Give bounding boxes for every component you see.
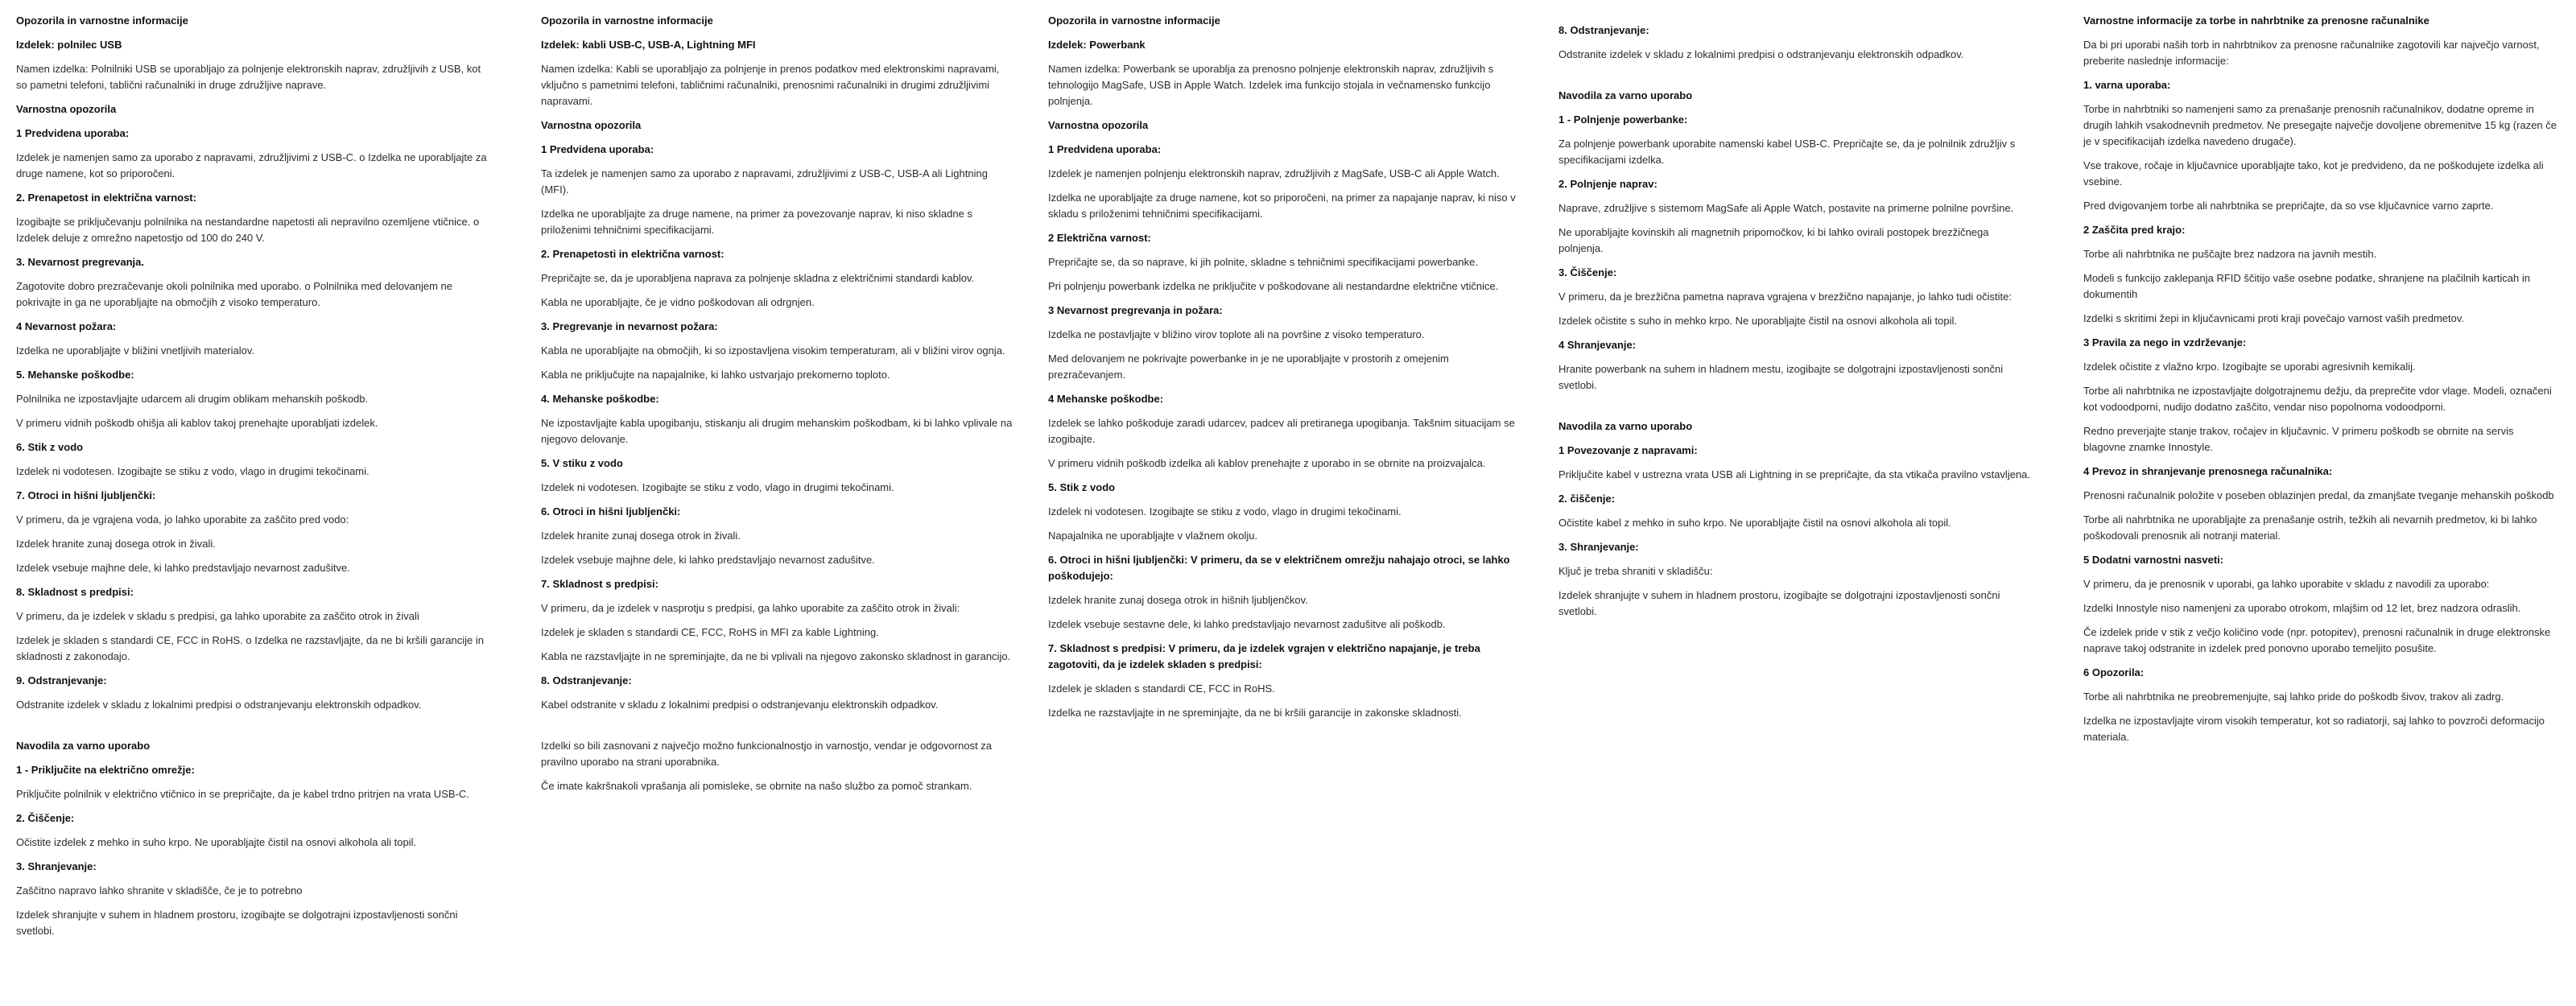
paragraph: Izdelek je skladen s standardi CE, FCC in RoHS.	[1048, 682, 1275, 695]
section-heading: 6. Otroci in hišni ljubljenčki:	[541, 505, 681, 517]
section-heading: 7. Otroci in hišni ljubljenčki:	[16, 489, 156, 501]
paragraph: Kabla ne uporabljajte na območjih, ki so izpostavljena visokim temperaturam, ali v bližini virov ognja.	[541, 344, 1005, 357]
paragraph: Če imate kakršnakoli vprašanja ali pomisleke, se obrnite na našo službo za pomoč strankam.	[541, 780, 972, 792]
section-heading: 2. Čiščenje:	[16, 812, 75, 824]
paragraph: Torbe ali nahrbtnika ne izpostavljajte dolgotrajnemu dežju, da preprečite vdor vlage. Modeli, označeni kot vodoodporni, nudijo dodatno zaščito, vendar niso popolnoma vodoodporni.	[2083, 385, 2552, 413]
section-heading: 4 Mehanske poškodbe:	[1048, 393, 1164, 405]
paragraph: Med delovanjem ne pokrivajte powerbanke in je ne uporabljajte v prostorih z omejenim prezračevanjem.	[1048, 353, 1449, 381]
paragraph: Napajalnika ne uporabljajte v vlažnem okolju.	[1048, 530, 1258, 542]
section-heading: 6 Opozorila:	[2083, 666, 2145, 678]
paragraph: Torbe in nahrbtniki so namenjeni samo za prenašanje prenosnih računalnikov, dodatne opreme in drugih lahkih vsakodnevnih predmetov. Ne presegajte največje dovoljene obremenitve 15 kg (razen če je v specifikacijah izdelka navedeno drugače).	[2083, 103, 2557, 147]
paragraph: Priključite kabel v ustrezna vrata USB ali Lightning in se prepričajte, da sta vtikača pravilno vstavljena.	[1558, 468, 2031, 480]
section-heading: 1 Povezovanje z napravami:	[1558, 444, 1698, 456]
document-column-4	[1558, 23, 2033, 628]
paragraph: Izdelek hranite zunaj dosega otrok in živali.	[16, 538, 216, 550]
section-heading: 1 Predvidena uporaba:	[16, 127, 130, 139]
paragraph: Izdelek očistite z vlažno krpo. Izogibajte se uporabi agresivnih kemikalij.	[2083, 361, 2416, 373]
section-heading: 2. Prenapetosti in električna varnost:	[541, 248, 724, 260]
section-heading: Varnostna opozorila	[16, 103, 117, 115]
section-heading: 3. Shranjevanje:	[16, 860, 97, 872]
paragraph: Izdelek se lahko poškoduje zaradi udarcev, padcev ali pretiranega upogibanja. Takšnim situacijam se izogibajte.	[1048, 417, 1515, 445]
section-heading: Opozorila in varnostne informacije	[1048, 14, 1220, 27]
paragraph: Izdelka ne uporabljajte za druge namene, na primer za povezovanje naprav, ki niso skladne s priloženimi tehničnimi specifikacijami.	[541, 208, 972, 236]
paragraph: Prepričajte se, da je uporabljena naprava za polnjenje skladna z električnimi standardi kablov.	[541, 272, 975, 284]
paragraph: Naprave, združljive s sistemom MagSafe ali Apple Watch, postavite na primerne polnilne površine.	[1558, 202, 2014, 214]
paragraph: Za polnjenje powerbank uporabite namenski kabel USB-C. Prepričajte se, da je polnilnik združljiv s specifikacijami izdelka.	[1558, 138, 2016, 166]
paragraph: Namen izdelka: Polnilniki USB se uporabljajo za polnjenje elektronskih naprav, združljivih z USB, kot so pametni telefoni, tablični računalniki in druge združljive naprave.	[16, 63, 481, 91]
section-heading: 2. Polnjenje naprav:	[1558, 178, 1657, 190]
section-heading: Izdelek: polnilec USB	[16, 39, 122, 51]
section-heading: 5. Stik z vodo	[1048, 481, 1116, 493]
paragraph: Kabla ne uporabljajte, če je vidno poškodovan ali odrgnjen.	[541, 296, 815, 308]
section-heading: Navodila za varno uporabo	[16, 740, 151, 752]
paragraph: Ključ je treba shraniti v skladišču:	[1558, 565, 1713, 577]
paragraph: V primeru, da je izdelek v skladu s predpisi, ga lahko uporabite za zaščito otrok in živali	[16, 610, 419, 622]
paragraph: Izdelek ni vodotesen. Izogibajte se stiku z vodo, vlago in drugimi tekočinami.	[1048, 505, 1402, 517]
section-heading: 3. Nevarnost pregrevanja.	[16, 256, 144, 268]
paragraph: Izdelek hranite zunaj dosega otrok in hišnih ljubljenčkov.	[1048, 594, 1308, 606]
section-heading: Varnostna opozorila	[541, 119, 642, 131]
section-heading: 1 Predvidena uporaba:	[1048, 143, 1162, 155]
section-heading: 2. Prenapetost in električna varnost:	[16, 192, 196, 204]
paragraph: Izdelek očistite s suho in mehko krpo. Ne uporabljajte čistil na osnovi alkohola ali topil.	[1558, 315, 1957, 327]
paragraph: Prepričajte se, da so naprave, ki jih polnite, skladne s tehničnimi specifikacijami powerbanke.	[1048, 256, 1478, 268]
paragraph: Očistite izdelek z mehko in suho krpo. Ne uporabljajte čistil na osnovi alkohola ali topil.	[16, 836, 417, 848]
paragraph: Izdelka ne uporabljajte v bližini vnetljivih materialov.	[16, 344, 255, 357]
paragraph: Izdelek ni vodotesen. Izogibajte se stiku z vodo, vlago in drugimi tekočinami.	[16, 465, 369, 477]
paragraph: Ne izpostavljajte kabla upogibanju, stiskanju ali drugim mehanskim poškodbam, ki bi lahko vplivale na njegovo delovanje.	[541, 417, 1013, 445]
section-heading: 2 Električna varnost:	[1048, 232, 1151, 244]
paragraph: Kabla ne priključujte na napajalnike, ki lahko ustvarjajo prekomerno toploto.	[541, 369, 890, 381]
section-heading: Opozorila in varnostne informacije	[541, 14, 713, 27]
paragraph: V primeru vidnih poškodb ohišja ali kablov takoj prenehajte uporabljati izdelek.	[16, 417, 378, 429]
paragraph: Pri polnjenju powerbank izdelka ne priključite v poškodovane ali nestandardne električne vtičnice.	[1048, 280, 1499, 292]
section-heading: 4 Shranjevanje:	[1558, 339, 1637, 351]
paragraph: V primeru, da je vgrajena voda, jo lahko uporabite za zaščito pred vodo:	[16, 513, 349, 526]
section-heading: 3 Nevarnost pregrevanja in požara:	[1048, 304, 1223, 316]
paragraph: Namen izdelka: Powerbank se uporablja za prenosno polnjenje elektronskih naprav, združljivih s tehnologijo MagSafe, USB in Apple Watch. Izdelek ima funkcijo stojala in večnamensko funkcijo polnjenja.	[1048, 63, 1494, 107]
paragraph: Priključite polnilnik v električno vtičnico in se prepričajte, da je kabel trdno pritrjen na vrata USB-C.	[16, 788, 469, 800]
paragraph: Modeli s funkcijo zaklepanja RFID ščitijo vaše osebne podatke, shranjene na plačilnih karticah in dokumentih	[2083, 272, 2530, 300]
paragraph: Redno preverjajte stanje trakov, ročajev in ključavnic. V primeru poškodb se obrnite na servis blagovne znamke Innostyle.	[2083, 425, 2514, 453]
paragraph: Zaščitno napravo lahko shranite v skladišče, če je to potrebno	[16, 884, 303, 897]
paragraph: Hranite powerbank na suhem in hladnem mestu, izogibajte se dolgotrajni izpostavljenosti sončni svetlobi.	[1558, 363, 2004, 391]
paragraph: Odstranite izdelek v skladu z lokalnimi predpisi o odstranjevanju elektronskih odpadkov.	[1558, 48, 1964, 60]
paragraph: Ta izdelek je namenjen samo za uporabo z napravami, združljivimi z USB-C, USB-A ali Lightning (MFI).	[541, 167, 988, 196]
paragraph: Očistite kabel z mehko in suho krpo. Ne uporabljajte čistil na osnovi alkohola ali topil.	[1558, 517, 1951, 529]
paragraph: V primeru, da je izdelek v nasprotju s predpisi, ga lahko uporabite za zaščito otrok in živali:	[541, 602, 960, 614]
paragraph: V primeru, da je prenosnik v uporabi, ga lahko uporabite v skladu z navodili za uporabo:	[2083, 578, 2490, 590]
section-heading: 2. čiščenje:	[1558, 493, 1616, 505]
document-column-3	[1048, 13, 1523, 729]
paragraph: Pred dvigovanjem torbe ali nahrbtnika se prepričajte, da so vse ključavnice varno zaprte.	[2083, 200, 2494, 212]
section-heading: Navodila za varno uporabo	[1558, 420, 1693, 432]
paragraph: V primeru, da je brezžična pametna naprava vgrajena v brezžično napajanje, jo lahko tudi očistite:	[1558, 291, 2012, 303]
section-heading: 8. Skladnost s predpisi:	[16, 586, 134, 598]
section-heading: Varnostne informacije za torbe in nahrbtnike za prenosne računalnike	[2083, 14, 2429, 27]
section-heading: 1 - Priključite na električno omrežje:	[16, 764, 195, 776]
paragraph: Izdelki Innostyle niso namenjeni za uporabo otrokom, mlajšim od 12 let, brez nadzora odraslih.	[2083, 602, 2521, 614]
paragraph: Izdelek vsebuje majhne dele, ki lahko predstavljajo nevarnost zadušitve.	[16, 562, 350, 574]
paragraph: Izdelek vsebuje sestavne dele, ki lahko predstavljajo nevarnost zadušitve ali poškodb.	[1048, 618, 1446, 630]
section-heading: 4 Prevoz in shranjevanje prenosnega računalnika:	[2083, 465, 2333, 477]
section-heading: 8. Odstranjevanje:	[1558, 24, 1649, 36]
section-heading: 6. Stik z vodo	[16, 441, 84, 453]
section-heading: 3. Shranjevanje:	[1558, 541, 1639, 553]
paragraph: Izdelek je namenjen samo za uporabo z napravami, združljivimi z USB-C. o Izdelka ne uporabljajte za druge namene, kot so priporočeni.	[16, 151, 487, 179]
section-heading: 8. Odstranjevanje:	[541, 674, 632, 686]
section-heading: 3 Pravila za nego in vzdrževanje:	[2083, 336, 2247, 348]
paragraph: Izdelki so bili zasnovani z največjo možno funkcionalnostjo in varnostjo, vendar je odgovornost za pravilno uporabo na strani uporabnika.	[541, 740, 993, 768]
section-heading: 5 Dodatni varnostni nasveti:	[2083, 554, 2224, 566]
paragraph: Izdelek vsebuje majhne dele, ki lahko predstavljajo nevarnost zadušitve.	[541, 554, 875, 566]
paragraph: Če izdelek pride v stik z večjo količino vode (npr. potopitev), prenosni računalnik in druge elektronske naprave takoj odstranite in izdelek pred ponovno uporabo temeljito posušite.	[2083, 626, 2551, 654]
paragraph: Vse trakove, ročaje in ključavnice uporabljajte tako, kot je predvideno, da ne poškodujete izdelka ali vsebine.	[2083, 159, 2544, 188]
document-column-5	[2083, 13, 2558, 753]
paragraph: Izdelka ne izpostavljajte virom visokih temperatur, kot so radiatorji, saj lahko to povzroči deformacijo materiala.	[2083, 715, 2545, 743]
section-heading: 7. Skladnost s predpisi: V primeru, da je izdelek vgrajen v električno napajanje, je treba zagotoviti, da je izdelek skladen s predpisi:	[1048, 642, 1480, 670]
paragraph: Izdelek shranjujte v suhem in hladnem prostoru, izogibajte se dolgotrajni izpostavljenosti sončni svetlobi.	[16, 909, 458, 937]
paragraph: Prenosni računalnik položite v poseben oblazinjen predal, da zmanjšate tveganje mehanskih poškodb	[2083, 489, 2554, 501]
section-heading: 4 Nevarnost požara:	[16, 320, 117, 332]
section-heading: 4. Mehanske poškodbe:	[541, 393, 659, 405]
document-column-2	[541, 13, 1016, 802]
paragraph: Torbe ali nahrbtnika ne preobremenjujte, saj lahko pride do poškodb šivov, trakov ali zadrg.	[2083, 691, 2504, 703]
paragraph: V primeru vidnih poškodb izdelka ali kablov prenehajte z uporabo in se obrnite na proizvajalca.	[1048, 457, 1486, 469]
section-heading: Navodila za varno uporabo	[1558, 89, 1693, 101]
paragraph: Izdelek ni vodotesen. Izogibajte se stiku z vodo, vlago in drugimi tekočinami.	[541, 481, 894, 493]
section-heading: 1. varna uporaba:	[2083, 79, 2171, 91]
paragraph: Izogibajte se priključevanju polnilnika na nestandardne napetosti ali nepravilno ozemljene vtičnice. o Izdelek deluje z omrežno napetostjo od 100 do 240 V.	[16, 216, 480, 244]
section-heading: Izdelek: kabli USB-C, USB-A, Lightning MFI	[541, 39, 756, 51]
paragraph: Izdelek je skladen s standardi CE, FCC, RoHS in MFI za kable Lightning.	[541, 626, 879, 638]
paragraph: Ne uporabljajte kovinskih ali magnetnih pripomočkov, ki bi lahko ovirali postopek brezžičnega polnjenja.	[1558, 226, 1989, 254]
paragraph: Izdelki s skritimi žepi in ključavnicami proti kraji povečajo varnost vaših predmetov.	[2083, 312, 2464, 324]
paragraph: Izdelek hranite zunaj dosega otrok in živali.	[541, 530, 741, 542]
paragraph: Kabel odstranite v skladu z lokalnimi predpisi o odstranjevanju elektronskih odpadkov.	[541, 699, 939, 711]
section-heading: 3. Pregrevanje in nevarnost požara:	[541, 320, 718, 332]
document-column-1	[16, 13, 491, 947]
paragraph: Izdelek shranjujte v suhem in hladnem prostoru, izogibajte se dolgotrajni izpostavljenosti sončni svetlobi.	[1558, 589, 2000, 617]
section-heading: Izdelek: Powerbank	[1048, 39, 1146, 51]
section-heading: 1 - Polnjenje powerbanke:	[1558, 113, 1688, 126]
paragraph: Polnilnika ne izpostavljajte udarcem ali drugim oblikam mehanskih poškodb.	[16, 393, 369, 405]
section-heading: 6. Otroci in hišni ljubljenčki: V primeru, da se v električnem omrežju nahajajo otroci, se lahko poškodujejo:	[1048, 554, 1510, 582]
section-heading: 2 Zaščita pred krajo:	[2083, 224, 2186, 236]
paragraph: Odstranite izdelek v skladu z lokalnimi predpisi o odstranjevanju elektronskih odpadkov.	[16, 699, 422, 711]
paragraph: Zagotovite dobro prezračevanje okoli polnilnika med uporabo. o Polnilnika med delovanjem ne pokrivajte in ga ne uporabljajte na območjih z visoko temperaturo.	[16, 280, 452, 308]
paragraph: Izdelek je namenjen polnjenju elektronskih naprav, združljivih z MagSafe, USB-C ali Apple Watch.	[1048, 167, 1500, 179]
paragraph: Izdelka ne razstavljajte in ne spreminjajte, da ne bi kršili garancije in zakonske skladnosti.	[1048, 707, 1462, 719]
section-heading: 5. V stiku z vodo	[541, 457, 623, 469]
section-heading: 7. Skladnost s predpisi:	[541, 578, 658, 590]
paragraph: Izdelka ne postavljajte v bližino virov toplote ali na površine z visoko temperaturo.	[1048, 328, 1425, 340]
paragraph: Izdelka ne uporabljajte za druge namene, kot so priporočeni, na primer za napajanje naprav, ki niso v skladu s priloženimi tehničnimi specifikacijami.	[1048, 192, 1516, 220]
section-heading: 5. Mehanske poškodbe:	[16, 369, 134, 381]
paragraph: Kabla ne razstavljajte in ne spreminjajte, da ne bi vplivali na njegovo zakonsko skladnost in garancijo.	[541, 650, 1011, 662]
paragraph: Torbe ali nahrbtnika ne uporabljajte za prenašanje ostrih, težkih ali nevarnih predmetov, ki bi lahko poškodovali prenosnik ali notranji material.	[2083, 513, 2537, 542]
section-heading: 3. Čiščenje:	[1558, 266, 1617, 278]
paragraph: Da bi pri uporabi naših torb in nahrbtnikov za prenosne računalnike zagotovili kar največjo varnost, preberite naslednje informacije:	[2083, 39, 2540, 67]
paragraph: Namen izdelka: Kabli se uporabljajo za polnjenje in prenos podatkov med elektronskimi napravami, vključno s pametnimi telefoni, tabličnimi računalniki, prenosnimi računalniki in drugimi združljivimi napravami.	[541, 63, 1000, 107]
section-heading: Varnostna opozorila	[1048, 119, 1149, 131]
section-heading: Opozorila in varnostne informacije	[16, 14, 188, 27]
section-heading: 1 Predvidena uporaba:	[541, 143, 654, 155]
paragraph: Izdelek je skladen s standardi CE, FCC in RoHS. o Izdelka ne razstavljajte, da ne bi kršili garancije in skladnosti z zakonodajo.	[16, 634, 484, 662]
section-heading: 9. Odstranjevanje:	[16, 674, 107, 686]
paragraph: Torbe ali nahrbtnika ne puščajte brez nadzora na javnih mestih.	[2083, 248, 2377, 260]
